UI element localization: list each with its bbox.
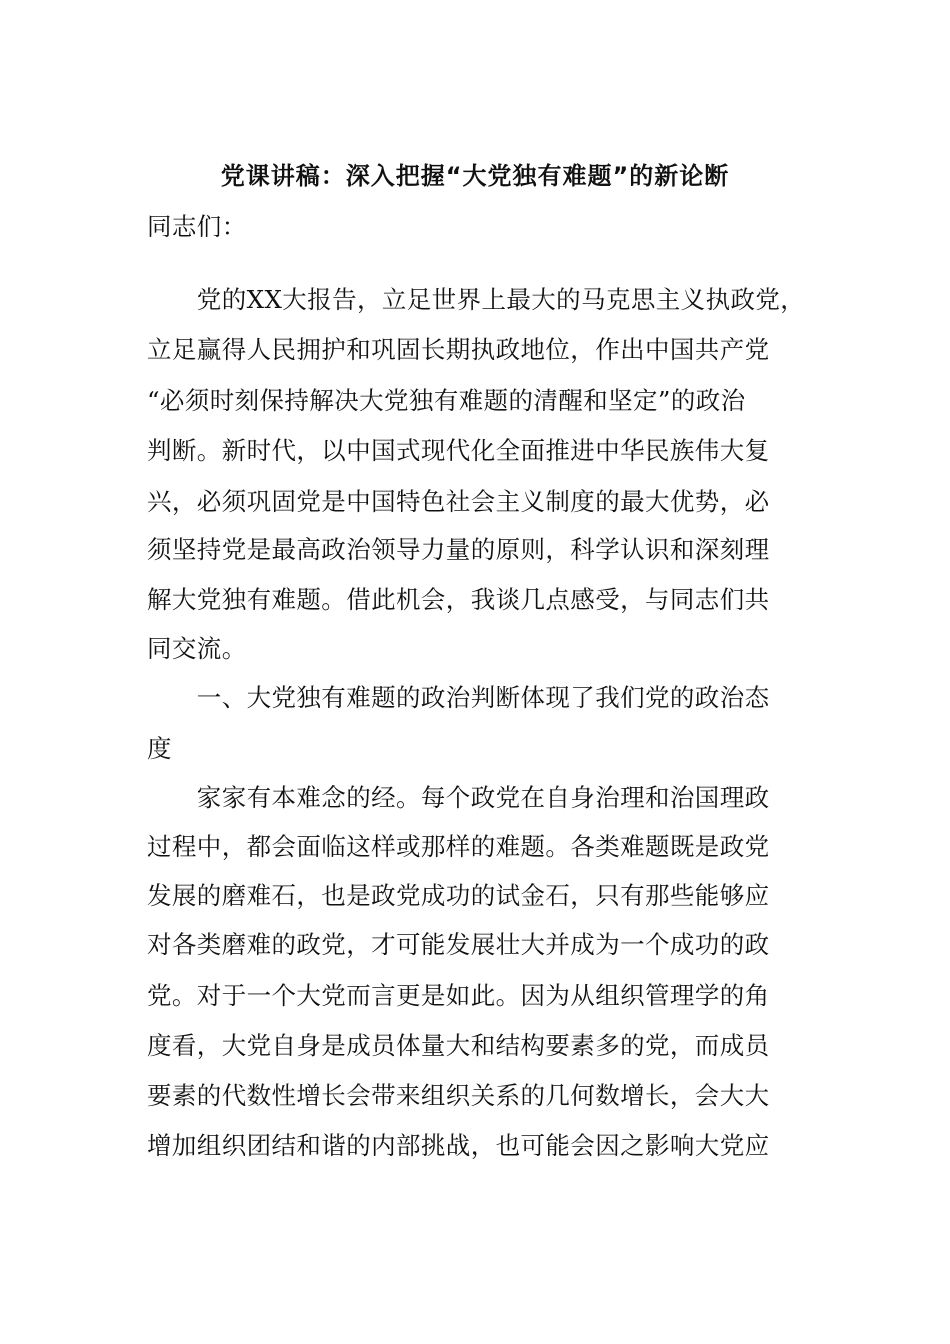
text-line: 党。对于一个大党而言更是如此。因为从组织管理学的角	[147, 981, 770, 1010]
text-line: 须坚持党是最高政治领导力量的原则，科学认识和深刻理	[147, 535, 770, 564]
text-line: 同交流。	[147, 634, 247, 663]
text-line: 同志们：	[147, 212, 247, 241]
document-title: 党课讲稿：深入把握“大党独有难题”的新论断	[220, 162, 730, 190]
text-line: 立足赢得人民拥护和巩固长期执政地位，作出中国共产党	[147, 335, 770, 364]
text-line: 要素的代数性增长会带来组织关系的几何数增长，会大大	[147, 1081, 770, 1110]
text-line: 兴，必须巩固党是中国特色社会主义制度的最大优势，必	[147, 487, 770, 516]
text-line: “必须时刻保持解决大党独有难题的清醒和坚定”的政治	[147, 386, 746, 415]
text-line: 增加组织团结和谐的内部挑战，也可能会因之影响大党应	[147, 1131, 770, 1160]
text-line: 度看，大党自身是成员体量大和结构要素多的党，而成员	[147, 1031, 770, 1060]
text-line: 党的XX大报告，立足世界上最大的马克思主义执政党，	[147, 285, 806, 314]
section-heading-line: 度	[147, 734, 172, 763]
text-line: 发展的磨难石，也是政党成功的试金石，只有那些能够应	[147, 881, 770, 910]
text-line: 判断。新时代，以中国式现代化全面推进中华民族伟大复	[147, 436, 770, 465]
text-line: 过程中，都会面临这样或那样的难题。各类难题既是政党	[147, 832, 770, 861]
text-line: 家家有本难念的经。每个政党在自身治理和治国理政	[147, 783, 770, 812]
text-line: 解大党独有难题。借此机会，我谈几点感受，与同志们共	[147, 585, 770, 614]
text-line: 对各类磨难的政党，才可能发展壮大并成为一个成功的政	[147, 930, 770, 959]
section-heading-line: 一、大党独有难题的政治判断体现了我们党的政治态	[147, 683, 770, 712]
